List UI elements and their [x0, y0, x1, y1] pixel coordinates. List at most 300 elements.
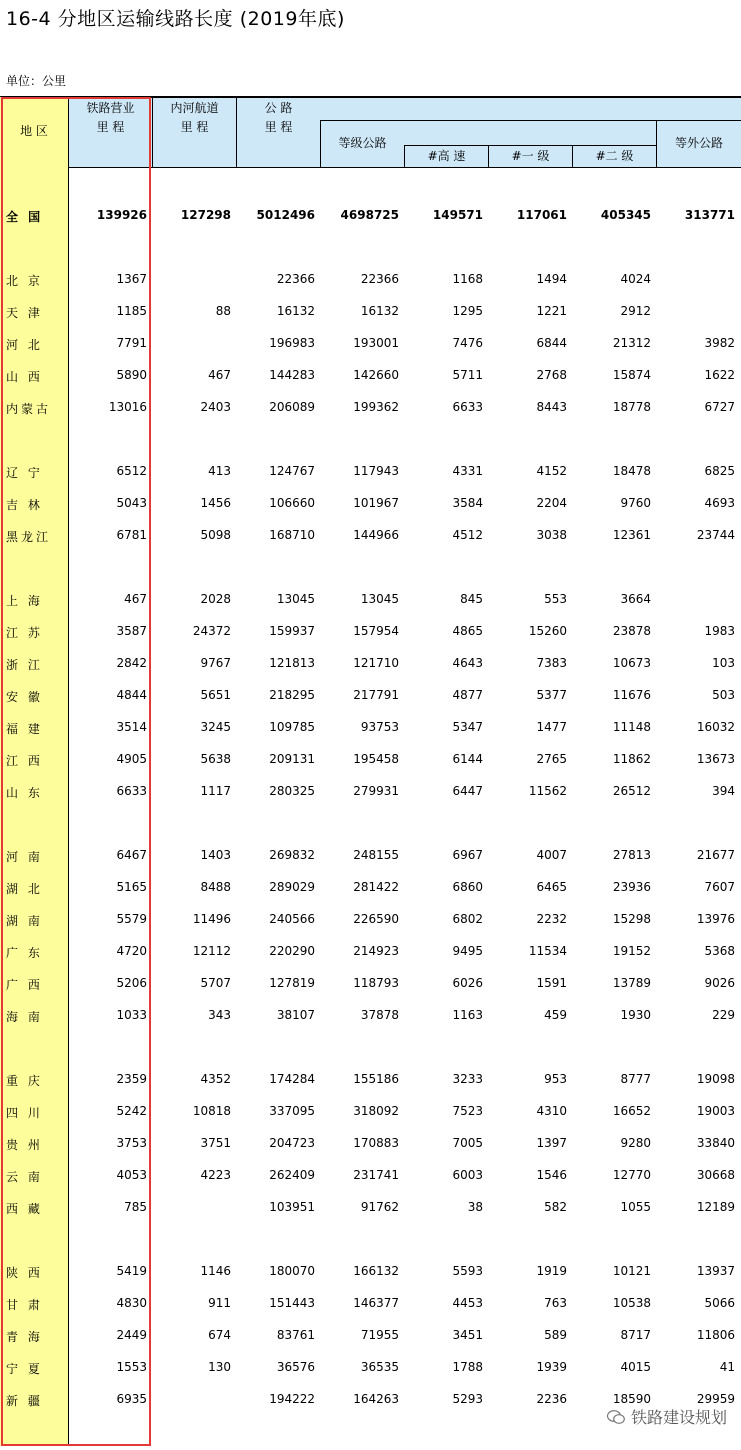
graded-cell: 226590	[353, 912, 399, 926]
ungraded-cell: 16032	[696, 720, 735, 734]
class2-cell: 10673	[612, 656, 651, 670]
region-name: 江 苏	[6, 626, 43, 640]
rail-cell: 6633	[116, 784, 147, 798]
road-cell: 269832	[269, 848, 315, 862]
ungraded-cell: 12189	[696, 1200, 735, 1214]
road-cell: 337095	[269, 1104, 315, 1118]
river-cell: 1403	[200, 848, 231, 862]
expressway-cell: 5593	[452, 1264, 483, 1278]
region-name: 黑龙江	[6, 530, 52, 544]
road-cell: 151443	[269, 1296, 315, 1310]
graded-cell: 13045	[360, 592, 399, 606]
graded-cell: 231741	[353, 1168, 399, 1182]
ungraded-cell: 6825	[704, 464, 735, 478]
class1-cell: 582	[544, 1200, 567, 1214]
class1-cell: 589	[544, 1328, 567, 1342]
ungraded-cell: 33840	[696, 1136, 735, 1150]
expressway-cell: 6633	[452, 400, 483, 414]
class1-cell: 459	[544, 1008, 567, 1022]
expressway-cell: 7476	[452, 336, 483, 350]
road-cell: 174284	[269, 1072, 315, 1086]
region-name: 辽 宁	[6, 466, 43, 480]
expressway-cell: 1163	[452, 1008, 483, 1022]
table-row	[0, 1000, 741, 1032]
region-name: 广 东	[6, 946, 43, 960]
class1-cell: 2232	[536, 912, 567, 926]
class2-cell: 18778	[612, 400, 651, 414]
rail-cell: 3514	[116, 720, 147, 734]
river-cell: 4223	[200, 1168, 231, 1182]
expressway-cell: 4512	[452, 528, 483, 542]
rail-cell: 1033	[116, 1008, 147, 1022]
rail-cell: 2449	[116, 1328, 147, 1342]
graded-cell: 144966	[353, 528, 399, 542]
river-cell: 5707	[200, 976, 231, 990]
river-cell: 3751	[200, 1136, 231, 1150]
graded-cell: 155186	[353, 1072, 399, 1086]
table-row	[0, 872, 741, 904]
road-cell: 218295	[269, 688, 315, 702]
table-row	[0, 200, 741, 232]
river-cell: 1117	[200, 784, 231, 798]
header-river: 内河航道 里 程	[170, 101, 219, 134]
class2-cell: 4015	[620, 1360, 651, 1374]
road-cell: 280325	[269, 784, 315, 798]
table-row	[0, 360, 741, 392]
region-name: 贵 州	[6, 1138, 43, 1152]
rail-cell: 5043	[116, 496, 147, 510]
ungraded-cell: 13937	[696, 1264, 735, 1278]
region-name: 河 南	[6, 850, 43, 864]
class1-cell: 2765	[536, 752, 567, 766]
graded-cell: 142660	[353, 368, 399, 382]
class1-cell: 117061	[516, 208, 567, 222]
graded-cell: 164263	[353, 1392, 399, 1406]
class2-cell: 11676	[612, 688, 651, 702]
expressway-cell: 6802	[452, 912, 483, 926]
graded-cell: 217791	[353, 688, 399, 702]
expressway-cell: 4865	[452, 624, 483, 638]
class1-cell: 4007	[536, 848, 567, 862]
class1-cell: 5377	[536, 688, 567, 702]
region-name: 新 疆	[6, 1394, 43, 1408]
expressway-cell: 1168	[452, 272, 483, 286]
header-class1: #一 级	[511, 149, 550, 163]
header-divider	[320, 120, 741, 121]
ungraded-cell: 7607	[704, 880, 735, 894]
header-graded: 等级公路	[338, 136, 387, 150]
road-cell: 127819	[269, 976, 315, 990]
road-cell: 36576	[276, 1360, 315, 1374]
river-cell: 11496	[192, 912, 231, 926]
expressway-cell: 1295	[452, 304, 483, 318]
class1-cell: 4152	[536, 464, 567, 478]
ungraded-cell: 23744	[696, 528, 735, 542]
rail-cell: 139926	[96, 208, 147, 222]
expressway-cell: 149571	[432, 208, 483, 222]
expressway-cell: 4453	[452, 1296, 483, 1310]
rail-cell: 6467	[116, 848, 147, 862]
ungraded-cell: 503	[712, 688, 735, 702]
ungraded-cell: 9026	[704, 976, 735, 990]
region-name: 山 西	[6, 370, 43, 384]
class1-cell: 1494	[536, 272, 567, 286]
table-row	[0, 1320, 741, 1352]
header-class2: #二 级	[595, 149, 634, 163]
class2-cell: 1930	[620, 1008, 651, 1022]
table-row	[0, 1288, 741, 1320]
table-row	[0, 1128, 741, 1160]
road-cell: 159937	[269, 624, 315, 638]
river-cell: 2028	[200, 592, 231, 606]
expressway-cell: 6144	[452, 752, 483, 766]
expressway-cell: 5711	[452, 368, 483, 382]
expressway-cell: 6026	[452, 976, 483, 990]
graded-cell: 91762	[360, 1200, 399, 1214]
road-cell: 124767	[269, 464, 315, 478]
rail-cell: 467	[124, 592, 147, 606]
class2-cell: 3664	[620, 592, 651, 606]
class2-cell: 18478	[612, 464, 651, 478]
road-cell: 38107	[276, 1008, 315, 1022]
class2-cell: 9760	[620, 496, 651, 510]
class1-cell: 8443	[536, 400, 567, 414]
road-cell: 83761	[276, 1328, 315, 1342]
wechat-icon	[607, 1410, 625, 1424]
region-name: 上 海	[6, 594, 43, 608]
region-name: 湖 北	[6, 882, 43, 896]
class2-cell: 12770	[612, 1168, 651, 1182]
ungraded-cell: 13976	[696, 912, 735, 926]
region-name: 青 海	[6, 1330, 43, 1344]
expressway-cell: 4331	[452, 464, 483, 478]
graded-cell: 93753	[360, 720, 399, 734]
graded-cell: 36535	[360, 1360, 399, 1374]
graded-cell: 214923	[353, 944, 399, 958]
river-cell: 5651	[200, 688, 231, 702]
graded-cell: 16132	[360, 304, 399, 318]
table-row	[0, 1160, 741, 1192]
table-row	[0, 328, 741, 360]
road-cell: 121813	[269, 656, 315, 670]
rail-cell: 4830	[116, 1296, 147, 1310]
class1-cell: 1939	[536, 1360, 567, 1374]
rail-cell: 4905	[116, 752, 147, 766]
header-road: 公 路 里 程	[264, 101, 293, 134]
rail-cell: 5890	[116, 368, 147, 382]
ungraded-cell: 21677	[696, 848, 735, 862]
table-row	[0, 1192, 741, 1224]
class2-cell: 8777	[620, 1072, 651, 1086]
graded-cell: 118793	[353, 976, 399, 990]
graded-cell: 166132	[353, 1264, 399, 1278]
class2-cell: 27813	[612, 848, 651, 862]
expressway-cell: 7523	[452, 1104, 483, 1118]
ungraded-cell: 29959	[696, 1392, 735, 1406]
class1-cell: 7383	[536, 656, 567, 670]
road-cell: 194222	[269, 1392, 315, 1406]
rail-cell: 5206	[116, 976, 147, 990]
graded-cell: 4698725	[340, 208, 399, 222]
class2-cell: 19152	[612, 944, 651, 958]
class2-cell: 16652	[612, 1104, 651, 1118]
class1-cell: 3038	[536, 528, 567, 542]
unit-label: 单位：公里	[6, 74, 67, 88]
watermark-text: 铁路建设规划	[630, 1408, 727, 1427]
expressway-cell: 6967	[452, 848, 483, 862]
ungraded-cell: 6727	[704, 400, 735, 414]
road-cell: 144283	[269, 368, 315, 382]
region-name: 四 川	[6, 1106, 43, 1120]
region-name: 浙 江	[6, 658, 43, 672]
rail-cell: 1367	[116, 272, 147, 286]
rail-cell: 3753	[116, 1136, 147, 1150]
class2-cell: 26512	[612, 784, 651, 798]
road-cell: 289029	[269, 880, 315, 894]
road-cell: 22366	[276, 272, 315, 286]
road-cell: 109785	[269, 720, 315, 734]
rail-cell: 6512	[116, 464, 147, 478]
graded-cell: 146377	[353, 1296, 399, 1310]
class2-cell: 11862	[612, 752, 651, 766]
river-cell: 467	[208, 368, 231, 382]
road-cell: 16132	[276, 304, 315, 318]
graded-cell: 281422	[353, 880, 399, 894]
class1-cell: 4310	[536, 1104, 567, 1118]
graded-cell: 199362	[353, 400, 399, 414]
ungraded-cell: 19098	[696, 1072, 735, 1086]
river-cell: 5638	[200, 752, 231, 766]
graded-cell: 195458	[353, 752, 399, 766]
rail-cell: 4053	[116, 1168, 147, 1182]
ungraded-cell: 1622	[704, 368, 735, 382]
river-cell: 4352	[200, 1072, 231, 1086]
expressway-cell: 4643	[452, 656, 483, 670]
ungraded-cell: 313771	[684, 208, 735, 222]
class1-cell: 11534	[528, 944, 567, 958]
river-cell: 911	[208, 1296, 231, 1310]
header-region: 地 区	[20, 124, 48, 138]
river-cell: 413	[208, 464, 231, 478]
river-cell: 2403	[200, 400, 231, 414]
class1-cell: 953	[544, 1072, 567, 1086]
class1-cell: 763	[544, 1296, 567, 1310]
header-rail: 铁路营业 里 程	[86, 101, 135, 134]
header-divider	[404, 145, 656, 146]
region-name: 甘 肃	[6, 1298, 43, 1312]
expressway-cell: 4877	[452, 688, 483, 702]
river-cell: 10818	[192, 1104, 231, 1118]
table-row	[0, 1352, 741, 1384]
table-row	[0, 456, 741, 488]
table-row	[0, 264, 741, 296]
class2-cell: 21312	[612, 336, 651, 350]
region-name: 山 东	[6, 786, 43, 800]
class2-cell: 11148	[612, 720, 651, 734]
expressway-cell: 3233	[452, 1072, 483, 1086]
graded-cell: 170883	[353, 1136, 399, 1150]
ungraded-cell: 30668	[696, 1168, 735, 1182]
region-name: 全 国	[6, 210, 44, 224]
road-cell: 180070	[269, 1264, 315, 1278]
rail-cell: 13016	[108, 400, 147, 414]
ungraded-cell: 3982	[704, 336, 735, 350]
river-cell: 5098	[200, 528, 231, 542]
rail-cell: 2842	[116, 656, 147, 670]
class1-cell: 2204	[536, 496, 567, 510]
table-row	[0, 616, 741, 648]
expressway-cell: 6003	[452, 1168, 483, 1182]
class2-cell: 23878	[612, 624, 651, 638]
road-cell: 196983	[269, 336, 315, 350]
road-cell: 106660	[269, 496, 315, 510]
expressway-cell: 7005	[452, 1136, 483, 1150]
rail-cell: 5165	[116, 880, 147, 894]
rail-cell: 6935	[116, 1392, 147, 1406]
ungraded-cell: 11806	[696, 1328, 735, 1342]
class1-cell: 553	[544, 592, 567, 606]
expressway-cell: 6447	[452, 784, 483, 798]
table-row	[0, 968, 741, 1000]
ungraded-cell: 5066	[704, 1296, 735, 1310]
graded-cell: 157954	[353, 624, 399, 638]
region-name: 安 徽	[6, 690, 43, 704]
rail-cell: 785	[124, 1200, 147, 1214]
region-name: 宁 夏	[6, 1362, 43, 1376]
expressway-cell: 38	[467, 1200, 483, 1214]
table-row	[0, 392, 741, 424]
expressway-cell: 6860	[452, 880, 483, 894]
region-name: 福 建	[6, 722, 43, 736]
rail-cell: 7791	[116, 336, 147, 350]
region-name: 陕 西	[6, 1266, 43, 1280]
road-cell: 13045	[276, 592, 315, 606]
region-name: 北 京	[6, 274, 43, 288]
table-row	[0, 904, 741, 936]
class1-cell: 6465	[536, 880, 567, 894]
expressway-cell: 1788	[452, 1360, 483, 1374]
rail-cell: 2359	[116, 1072, 147, 1086]
region-name: 海 南	[6, 1010, 43, 1024]
class2-cell: 10121	[612, 1264, 651, 1278]
class2-cell: 9280	[620, 1136, 651, 1150]
ungraded-cell: 4693	[704, 496, 735, 510]
ungraded-cell: 41	[719, 1360, 735, 1374]
class2-cell: 8717	[620, 1328, 651, 1342]
rail-cell: 6781	[116, 528, 147, 542]
region-name: 广 西	[6, 978, 43, 992]
class1-cell: 1919	[536, 1264, 567, 1278]
expressway-cell: 9495	[452, 944, 483, 958]
rail-cell: 1553	[116, 1360, 147, 1374]
graded-cell: 37878	[360, 1008, 399, 1022]
class2-cell: 15298	[612, 912, 651, 926]
rail-cell: 4844	[116, 688, 147, 702]
ungraded-cell: 5368	[704, 944, 735, 958]
table-row	[0, 488, 741, 520]
expressway-cell: 5293	[452, 1392, 483, 1406]
table-row	[0, 744, 741, 776]
class1-cell: 1221	[536, 304, 567, 318]
river-cell: 127298	[180, 208, 231, 222]
rail-cell: 1185	[116, 304, 147, 318]
river-cell: 24372	[192, 624, 231, 638]
ungraded-cell: 103	[712, 656, 735, 670]
table-row	[0, 584, 741, 616]
page-title: 16-4 分地区运输线路长度 (2019年底)	[6, 8, 345, 30]
table-row	[0, 648, 741, 680]
class2-cell: 13789	[612, 976, 651, 990]
table-row	[0, 680, 741, 712]
region-name: 云 南	[6, 1170, 43, 1184]
expressway-cell: 5347	[452, 720, 483, 734]
ungraded-cell: 1983	[704, 624, 735, 638]
graded-cell: 117943	[353, 464, 399, 478]
river-cell: 674	[208, 1328, 231, 1342]
road-cell: 206089	[269, 400, 315, 414]
class2-cell: 23936	[612, 880, 651, 894]
region-name: 内蒙古	[6, 402, 52, 416]
class1-cell: 6844	[536, 336, 567, 350]
river-cell: 88	[215, 304, 231, 318]
river-cell: 8488	[200, 880, 231, 894]
class1-cell: 15260	[528, 624, 567, 638]
region-name: 河 北	[6, 338, 43, 352]
expressway-cell: 3451	[452, 1328, 483, 1342]
table-row	[0, 712, 741, 744]
ungraded-cell: 13673	[696, 752, 735, 766]
class1-cell: 2768	[536, 368, 567, 382]
class1-cell: 1546	[536, 1168, 567, 1182]
river-cell: 1146	[200, 1264, 231, 1278]
class2-cell: 12361	[612, 528, 651, 542]
graded-cell: 121710	[353, 656, 399, 670]
region-name: 吉 林	[6, 498, 43, 512]
class1-cell: 2236	[536, 1392, 567, 1406]
river-cell: 9767	[200, 656, 231, 670]
header-expressway: #高 速	[427, 149, 466, 163]
river-cell: 3245	[200, 720, 231, 734]
class1-cell: 1397	[536, 1136, 567, 1150]
road-cell: 262409	[269, 1168, 315, 1182]
river-cell: 1456	[200, 496, 231, 510]
class1-cell: 11562	[528, 784, 567, 798]
class2-cell: 2912	[620, 304, 651, 318]
road-cell: 168710	[269, 528, 315, 542]
expressway-cell: 3584	[452, 496, 483, 510]
rail-cell: 5419	[116, 1264, 147, 1278]
region-name: 江 西	[6, 754, 43, 768]
table-row	[0, 936, 741, 968]
class2-cell: 10538	[612, 1296, 651, 1310]
class2-cell: 405345	[600, 208, 651, 222]
rail-cell: 5579	[116, 912, 147, 926]
expressway-cell: 845	[460, 592, 483, 606]
graded-cell: 248155	[353, 848, 399, 862]
ungraded-cell: 19003	[696, 1104, 735, 1118]
watermark	[607, 1405, 727, 1428]
class2-cell: 18590	[612, 1392, 651, 1406]
rail-cell: 3587	[116, 624, 147, 638]
road-cell: 220290	[269, 944, 315, 958]
class2-cell: 15874	[612, 368, 651, 382]
table-row	[0, 1256, 741, 1288]
river-cell: 130	[208, 1360, 231, 1374]
road-cell: 204723	[269, 1136, 315, 1150]
region-name: 西 藏	[6, 1202, 43, 1216]
rail-cell: 4720	[116, 944, 147, 958]
graded-cell: 318092	[353, 1104, 399, 1118]
